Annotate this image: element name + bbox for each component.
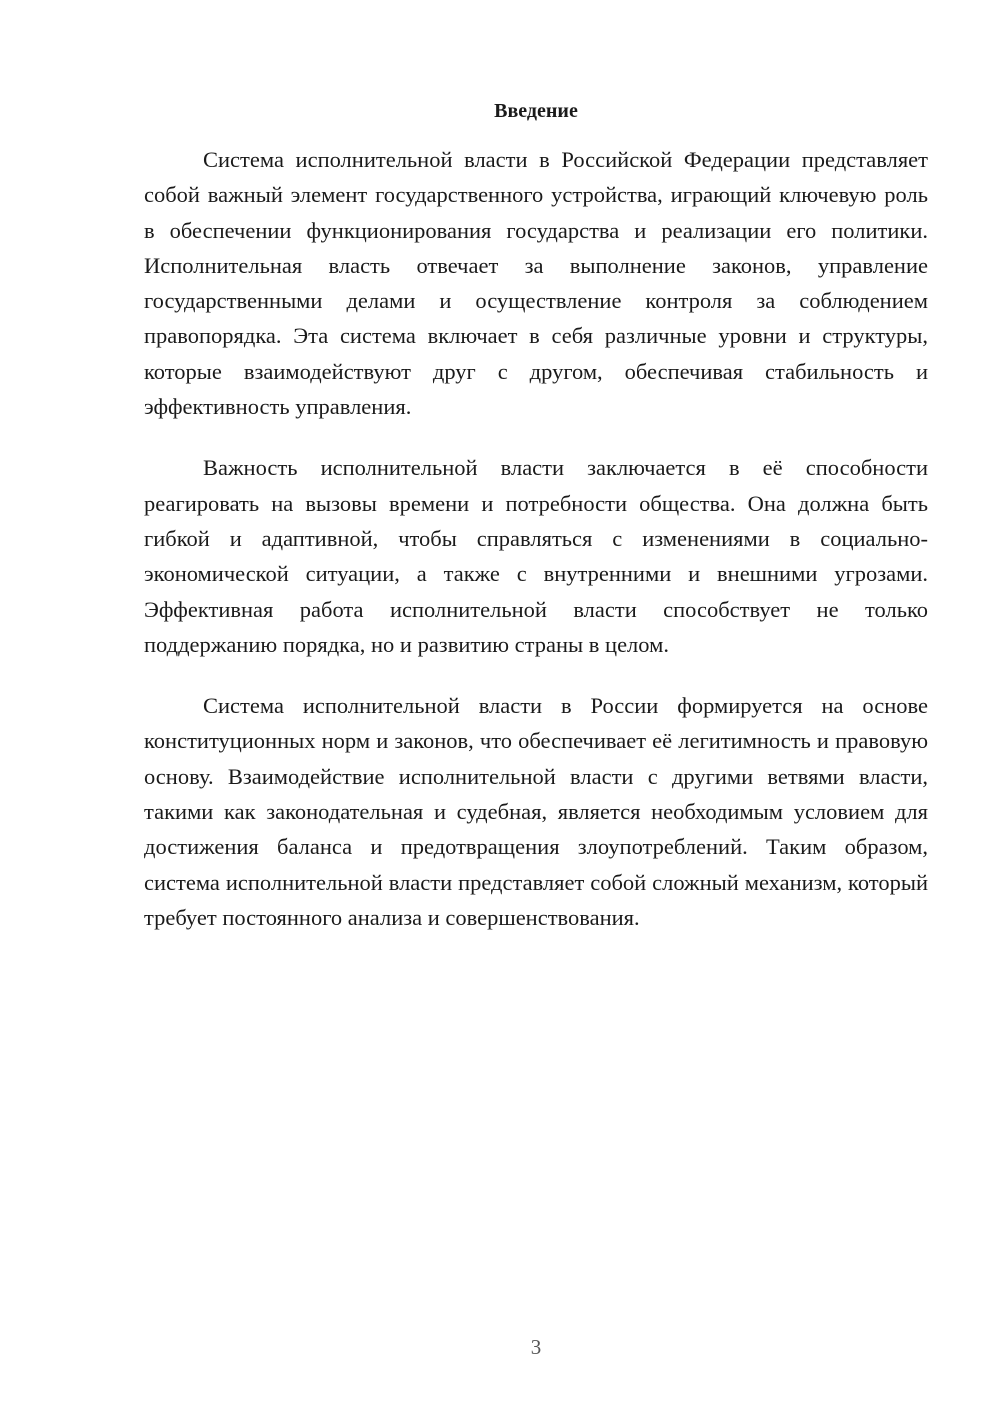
paragraph-1: Система исполнительной власти в Российской Федерации представляет собой важный элемент государственного устройства, играющий ключевую роль в обеспечении функционирования государства и реализации его политики. Исполнительная власть отвечает за выполнение законов, управление государственными делами и осуществление контроля за соблюдением правопорядка. Эта система включает в себя различные уровни и структуры, которые взаимодействуют друг с другом, обеспечивая стабильность и эффективность управления. (144, 147, 928, 420)
paragraph-3: Система исполнительной власти в России формируется на основе конституционных норм и законов, что обеспечивает её легитимность и правовую основу. Взаимодействие исполнительной власти с другими ветвями власти, такими как законодательная и судебная, является необходимым условием для достижения баланса и предотвращения злоупотреблений. Таким образом, система исполнительной власти представляет собой сложный механизм, который требует постоянного анализа и совершенствования. (144, 693, 928, 930)
body-text (144, 142, 928, 961)
paragraph-2: Важность исполнительной власти заключается в её способности реагировать на вызовы времени и потребности общества. Она должна быть гибкой и адаптивной, чтобы справляться с изменениями в социально-экономической ситуации, а также с внутренними и внешними угрозами. Эффективная работа исполнительной власти способствует не только поддержанию порядка, но и развитию страны в целом. (144, 455, 928, 657)
page-number: 3 (530, 1335, 542, 1359)
section-heading: Введение (494, 100, 578, 122)
